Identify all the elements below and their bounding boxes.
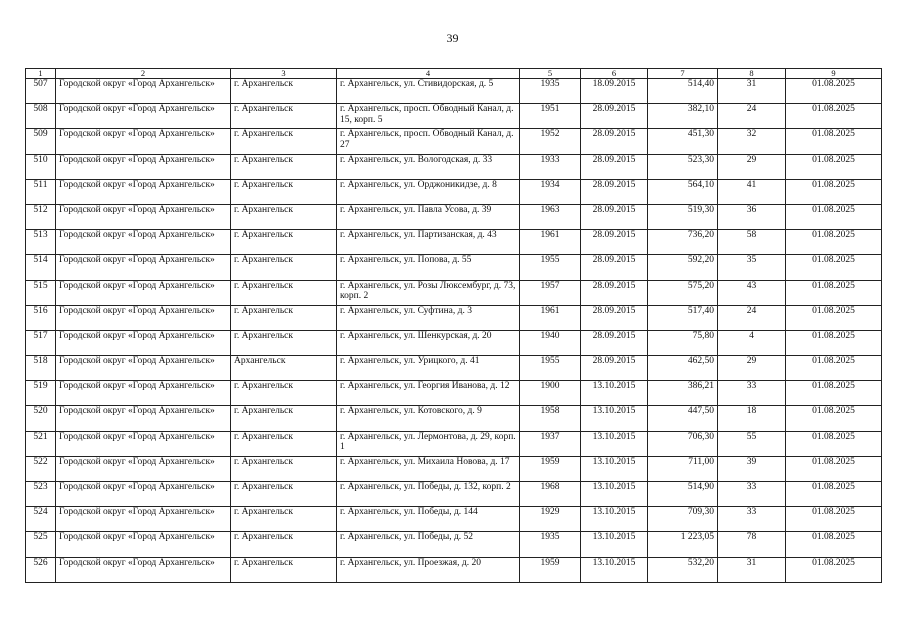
municipality-cell: Городской округ «Город Архангельск»	[56, 507, 231, 532]
year-built-cell: 1929	[520, 507, 581, 532]
header-cell: 6	[581, 69, 648, 79]
area-cell: 519,30	[648, 204, 718, 229]
header-cell: 5	[520, 69, 581, 79]
settlement-cell: г. Архангельск	[231, 230, 337, 255]
table-row	[26, 406, 882, 431]
residents-cell: 43	[718, 280, 786, 305]
settlement-cell: г. Архангельск	[231, 381, 337, 406]
residents-cell: 33	[718, 507, 786, 532]
settlement-cell: г. Архангельск	[231, 255, 337, 280]
area-cell: 709,30	[648, 507, 718, 532]
year-built-cell: 1934	[520, 179, 581, 204]
header-cell: 8	[718, 69, 786, 79]
year-built-cell: 1933	[520, 154, 581, 179]
area-cell: 514,40	[648, 79, 718, 104]
address-cell: г. Архангельск, ул. Партизанская, д. 43	[337, 230, 520, 255]
area-cell: 75,80	[648, 330, 718, 355]
table-row	[26, 280, 882, 305]
row-number-cell: 518	[26, 356, 56, 381]
table-row	[26, 431, 882, 456]
date-cell: 28.09.2015	[581, 356, 648, 381]
year-built-cell: 1952	[520, 129, 581, 154]
residents-cell: 31	[718, 79, 786, 104]
address-cell: г. Архангельск, ул. Михаила Новова, д. 17	[337, 456, 520, 481]
address-cell: г. Архангельск, ул. Розы Люксембург, д. 73, корп. 2	[337, 280, 520, 305]
settlement-cell: г. Архангельск	[231, 204, 337, 229]
table-row	[26, 381, 882, 406]
year-built-cell: 1940	[520, 330, 581, 355]
deadline-cell: 01.08.2025	[786, 557, 882, 582]
area-cell: 706,30	[648, 431, 718, 456]
address-cell: г. Архангельск, ул. Шенкурская, д. 20	[337, 330, 520, 355]
row-number-cell: 511	[26, 179, 56, 204]
date-cell: 13.10.2015	[581, 482, 648, 507]
settlement-cell: г. Архангельск	[231, 532, 337, 557]
residents-cell: 31	[718, 557, 786, 582]
row-number-cell: 523	[26, 482, 56, 507]
address-cell: г. Архангельск, ул. Проезжая, д. 20	[337, 557, 520, 582]
row-number-cell: 514	[26, 255, 56, 280]
year-built-cell: 1937	[520, 431, 581, 456]
area-cell: 523,30	[648, 154, 718, 179]
residents-cell: 24	[718, 104, 786, 129]
date-cell: 28.09.2015	[581, 230, 648, 255]
address-cell: г. Архангельск, ул. Вологодская, д. 33	[337, 154, 520, 179]
row-number-cell: 507	[26, 79, 56, 104]
municipality-cell: Городской округ «Город Архангельск»	[56, 431, 231, 456]
header-row	[26, 69, 882, 79]
settlement-cell: г. Архангельск	[231, 330, 337, 355]
residents-cell: 36	[718, 204, 786, 229]
address-cell: г. Архангельск, ул. Котовского, д. 9	[337, 406, 520, 431]
row-number-cell: 517	[26, 330, 56, 355]
row-number-cell: 508	[26, 104, 56, 129]
deadline-cell: 01.08.2025	[786, 154, 882, 179]
date-cell: 28.09.2015	[581, 204, 648, 229]
date-cell: 28.09.2015	[581, 104, 648, 129]
year-built-cell: 1959	[520, 557, 581, 582]
header-cell: 7	[648, 69, 718, 79]
settlement-cell: г. Архангельск	[231, 280, 337, 305]
date-cell: 13.10.2015	[581, 381, 648, 406]
municipality-cell: Городской округ «Город Архангельск»	[56, 532, 231, 557]
table-row	[26, 557, 882, 582]
area-cell: 517,40	[648, 305, 718, 330]
area-cell: 564,10	[648, 179, 718, 204]
year-built-cell: 1968	[520, 482, 581, 507]
address-cell: г. Архангельск, ул. Стивидорская, д. 5	[337, 79, 520, 104]
table-row	[26, 154, 882, 179]
residents-cell: 33	[718, 482, 786, 507]
area-cell: 592,20	[648, 255, 718, 280]
municipality-cell: Городской округ «Город Архангельск»	[56, 129, 231, 154]
address-cell: г. Архангельск, ул. Суфтина, д. 3	[337, 305, 520, 330]
residents-cell: 32	[718, 129, 786, 154]
municipality-cell: Городской округ «Город Архангельск»	[56, 456, 231, 481]
year-built-cell: 1955	[520, 356, 581, 381]
settlement-cell: г. Архангельск	[231, 129, 337, 154]
municipality-cell: Городской округ «Город Архангельск»	[56, 356, 231, 381]
table-row	[26, 79, 882, 104]
date-cell: 28.09.2015	[581, 154, 648, 179]
date-cell: 28.09.2015	[581, 305, 648, 330]
settlement-cell: г. Архангельск	[231, 431, 337, 456]
municipality-cell: Городской округ «Город Архангельск»	[56, 557, 231, 582]
table-row	[26, 129, 882, 154]
table-row	[26, 482, 882, 507]
settlement-cell: г. Архангельск	[231, 482, 337, 507]
municipality-cell: Городской округ «Город Архангельск»	[56, 381, 231, 406]
table-row	[26, 456, 882, 481]
row-number-cell: 522	[26, 456, 56, 481]
page-number: 39	[446, 31, 459, 45]
date-cell: 13.10.2015	[581, 557, 648, 582]
residents-cell: 58	[718, 230, 786, 255]
year-built-cell: 1961	[520, 230, 581, 255]
address-cell: г. Архангельск, ул. Орджоникидзе, д. 8	[337, 179, 520, 204]
year-built-cell: 1959	[520, 456, 581, 481]
row-number-cell: 512	[26, 204, 56, 229]
area-cell: 1 223,05	[648, 532, 718, 557]
residents-cell: 39	[718, 456, 786, 481]
date-cell: 13.10.2015	[581, 431, 648, 456]
table-row	[26, 104, 882, 129]
date-cell: 18.09.2015	[581, 79, 648, 104]
settlement-cell: г. Архангельск	[231, 406, 337, 431]
address-cell: г. Архангельск, ул. Урицкого, д. 41	[337, 356, 520, 381]
year-built-cell: 1957	[520, 280, 581, 305]
year-built-cell: 1955	[520, 255, 581, 280]
date-cell: 28.09.2015	[581, 255, 648, 280]
area-cell: 711,00	[648, 456, 718, 481]
deadline-cell: 01.08.2025	[786, 381, 882, 406]
deadline-cell: 01.08.2025	[786, 255, 882, 280]
municipality-cell: Городской округ «Город Архангельск»	[56, 255, 231, 280]
address-cell: г. Архангельск, ул. Попова, д. 55	[337, 255, 520, 280]
date-cell: 28.09.2015	[581, 129, 648, 154]
deadline-cell: 01.08.2025	[786, 204, 882, 229]
header-cell: 2	[56, 69, 231, 79]
municipality-cell: Городской округ «Город Архангельск»	[56, 79, 231, 104]
address-cell: г. Архангельск, ул. Георгия Иванова, д. 12	[337, 381, 520, 406]
municipality-cell: Городской округ «Город Архангельск»	[56, 154, 231, 179]
settlement-cell: г. Архангельск	[231, 305, 337, 330]
area-cell: 575,20	[648, 280, 718, 305]
address-cell: г. Архангельск, ул. Павла Усова, д. 39	[337, 204, 520, 229]
settlement-cell: г. Архангельск	[231, 557, 337, 582]
table-row	[26, 305, 882, 330]
municipality-cell: Городской округ «Город Архангельск»	[56, 482, 231, 507]
settlement-cell: г. Архангельск	[231, 507, 337, 532]
area-cell: 451,30	[648, 129, 718, 154]
year-built-cell: 1935	[520, 79, 581, 104]
year-built-cell: 1900	[520, 381, 581, 406]
municipality-cell: Городской округ «Город Архангельск»	[56, 204, 231, 229]
settlement-cell: г. Архангельск	[231, 79, 337, 104]
date-cell: 13.10.2015	[581, 532, 648, 557]
municipality-cell: Городской округ «Город Архангельск»	[56, 406, 231, 431]
area-cell: 382,10	[648, 104, 718, 129]
area-cell: 532,20	[648, 557, 718, 582]
residents-cell: 35	[718, 255, 786, 280]
date-cell: 13.10.2015	[581, 406, 648, 431]
year-built-cell: 1963	[520, 204, 581, 229]
year-built-cell: 1935	[520, 532, 581, 557]
address-cell: г. Архангельск, просп. Обводный Канал, д. 27	[337, 129, 520, 154]
row-number-cell: 526	[26, 557, 56, 582]
residents-cell: 78	[718, 532, 786, 557]
date-cell: 28.09.2015	[581, 330, 648, 355]
municipality-cell: Городской округ «Город Архангельск»	[56, 104, 231, 129]
municipality-cell: Городской округ «Город Архангельск»	[56, 280, 231, 305]
deadline-cell: 01.08.2025	[786, 431, 882, 456]
area-cell: 447,50	[648, 406, 718, 431]
row-number-cell: 509	[26, 129, 56, 154]
settlement-cell: г. Архангельск	[231, 179, 337, 204]
header-cell: 9	[786, 69, 882, 79]
area-cell: 386,21	[648, 381, 718, 406]
residents-cell: 24	[718, 305, 786, 330]
table-row	[26, 204, 882, 229]
deadline-cell: 01.08.2025	[786, 507, 882, 532]
deadline-cell: 01.08.2025	[786, 456, 882, 481]
date-cell: 13.10.2015	[581, 456, 648, 481]
residents-cell: 33	[718, 381, 786, 406]
deadline-cell: 01.08.2025	[786, 230, 882, 255]
municipality-cell: Городской округ «Город Архангельск»	[56, 179, 231, 204]
area-cell: 736,20	[648, 230, 718, 255]
date-cell: 28.09.2015	[581, 280, 648, 305]
deadline-cell: 01.08.2025	[786, 305, 882, 330]
municipality-cell: Городской округ «Город Архангельск»	[56, 230, 231, 255]
row-number-cell: 513	[26, 230, 56, 255]
year-built-cell: 1961	[520, 305, 581, 330]
deadline-cell: 01.08.2025	[786, 482, 882, 507]
deadline-cell: 01.08.2025	[786, 79, 882, 104]
deadline-cell: 01.08.2025	[786, 104, 882, 129]
residents-cell: 29	[718, 154, 786, 179]
municipality-cell: Городской округ «Город Архангельск»	[56, 330, 231, 355]
date-cell: 28.09.2015	[581, 179, 648, 204]
row-number-cell: 520	[26, 406, 56, 431]
header-cell: 4	[337, 69, 520, 79]
residents-cell: 41	[718, 179, 786, 204]
deadline-cell: 01.08.2025	[786, 280, 882, 305]
date-cell: 13.10.2015	[581, 507, 648, 532]
address-cell: г. Архангельск, ул. Лермонтова, д. 29, корп. 1	[337, 431, 520, 456]
residents-cell: 18	[718, 406, 786, 431]
address-cell: г. Архангельск, ул. Победы, д. 132, корп. 2	[337, 482, 520, 507]
deadline-cell: 01.08.2025	[786, 179, 882, 204]
year-built-cell: 1951	[520, 104, 581, 129]
table-row	[26, 179, 882, 204]
address-cell: г. Архангельск, ул. Победы, д. 144	[337, 507, 520, 532]
residents-cell: 29	[718, 356, 786, 381]
housing-register-table	[25, 68, 882, 583]
table-body	[26, 79, 882, 583]
address-cell: г. Архангельск, просп. Обводный Канал, д. 15, корп. 5	[337, 104, 520, 129]
address-cell: г. Архангельск, ул. Победы, д. 52	[337, 532, 520, 557]
settlement-cell: Архангельск	[231, 356, 337, 381]
header-cell: 1	[26, 69, 56, 79]
area-cell: 462,50	[648, 356, 718, 381]
municipality-cell: Городской округ «Город Архангельск»	[56, 305, 231, 330]
deadline-cell: 01.08.2025	[786, 406, 882, 431]
table-row	[26, 532, 882, 557]
deadline-cell: 01.08.2025	[786, 330, 882, 355]
settlement-cell: г. Архангельск	[231, 154, 337, 179]
table-row	[26, 356, 882, 381]
header-cell: 3	[231, 69, 337, 79]
deadline-cell: 01.08.2025	[786, 356, 882, 381]
table-row	[26, 330, 882, 355]
deadline-cell: 01.08.2025	[786, 129, 882, 154]
row-number-cell: 525	[26, 532, 56, 557]
row-number-cell: 519	[26, 381, 56, 406]
row-number-cell: 516	[26, 305, 56, 330]
table-row	[26, 230, 882, 255]
row-number-cell: 510	[26, 154, 56, 179]
table-row	[26, 507, 882, 532]
residents-cell: 55	[718, 431, 786, 456]
area-cell: 514,90	[648, 482, 718, 507]
settlement-cell: г. Архангельск	[231, 104, 337, 129]
residents-cell: 4	[718, 330, 786, 355]
row-number-cell: 521	[26, 431, 56, 456]
deadline-cell: 01.08.2025	[786, 532, 882, 557]
year-built-cell: 1958	[520, 406, 581, 431]
row-number-cell: 524	[26, 507, 56, 532]
table-row	[26, 255, 882, 280]
settlement-cell: г. Архангельск	[231, 456, 337, 481]
row-number-cell: 515	[26, 280, 56, 305]
